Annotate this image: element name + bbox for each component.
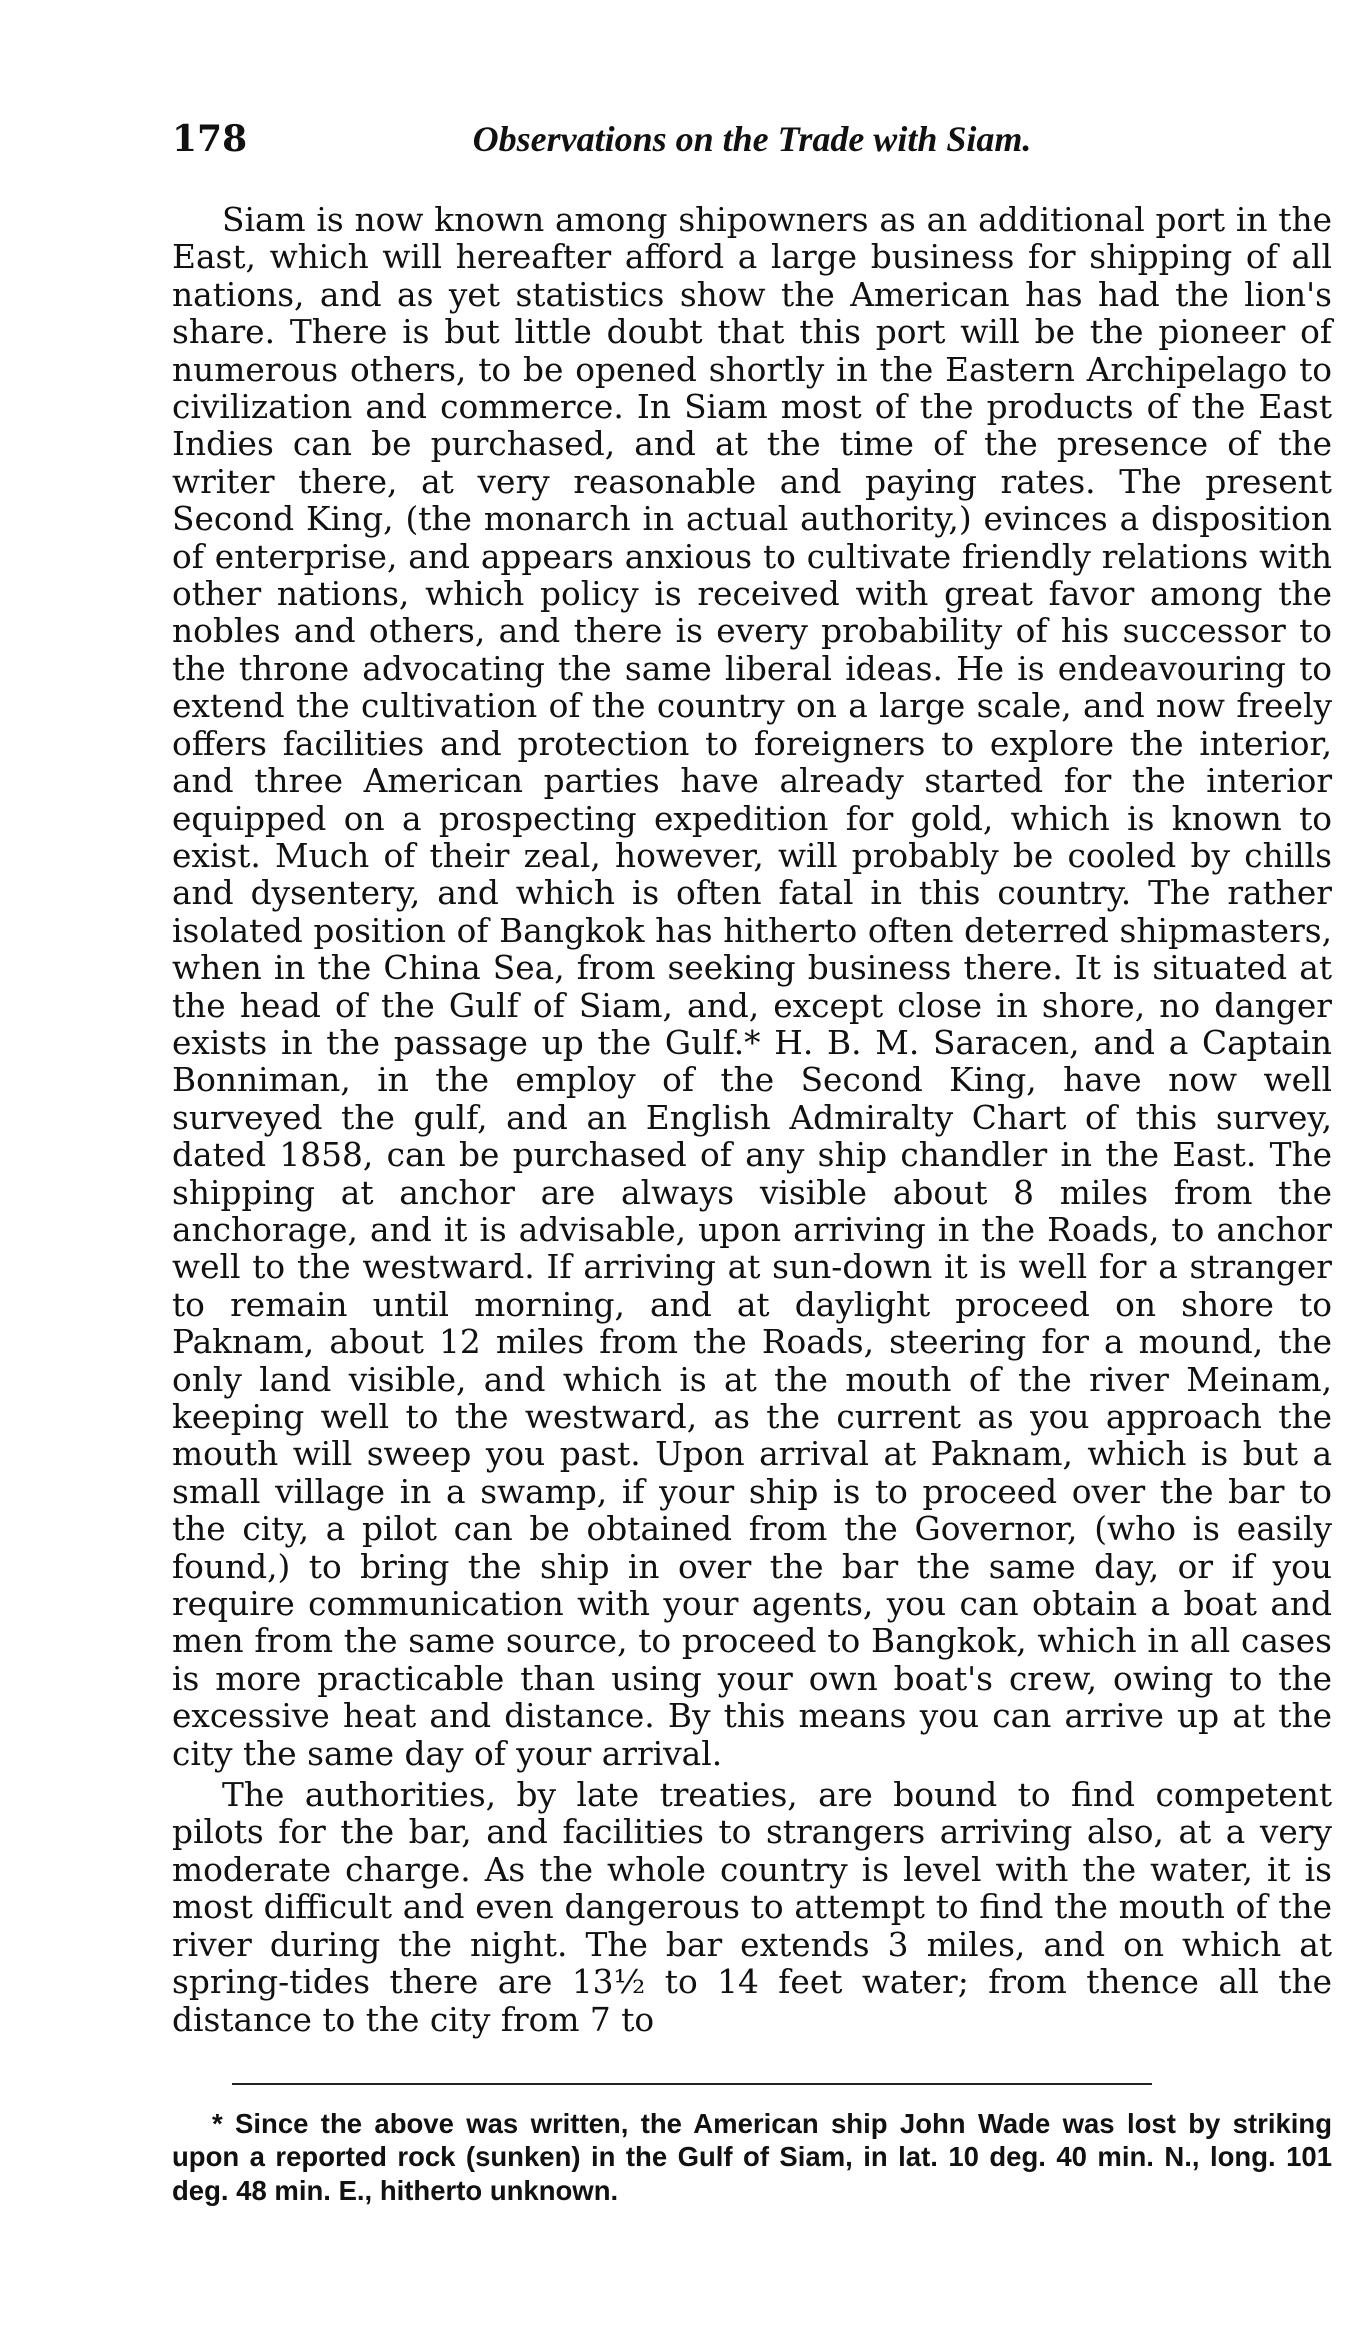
book-page: [172, 118, 1332, 2235]
page-header: [172, 118, 1332, 178]
paragraph: The authorities, by late treaties, are bound to find competent pilots for the bar, and facilities to strangers arriving also, at a very moderate charge. As the whole country is level with the water, it is most difficult and even dangerous to attempt to find the mouth of the river during the night. The bar extends 3 miles, and on which at spring-tides there are 13½ to 14 feet water; from thence all the distance to the city from 7 to: [172, 1776, 1332, 2039]
paragraph: Siam is now known among shipowners as an additional port in the East, which will hereafter afford a large business for shipping of all nations, and as yet statistics show the American has had the lion's share. There is but little doubt that this port will be the pioneer of numerous others, to be opened shortly in the Eastern Archipelago to civilization and commerce. In Siam most of the products of the East Indies can be purchased, and at the time of the presence of the writer there, at very reasonable and paying rates. The present Second King, (the monarch in actual authority,) evinces a disposition of enterprise, and appears anxious to cultivate friendly relations with other nations, which policy is received with great favor among the nobles and others, and there is every probability of his successor to the throne advocating the same liberal ideas. He is endeavouring to extend the cultivation of the country on a large scale, and now freely offers facilities and protection to foreigners to explore the interior, and three American parties have already started for the interior equipped on a prospecting expedition for gold, which is known to exist. Much of their zeal, however, will probably be cooled by chills and dysentery, and which is often fatal in this country. The rather isolated position of Bangkok has hitherto often deterred shipmasters, when in the China Sea, from seeking business there. It is situated at the head of the Gulf of Siam, and, except close in shore, no danger exists in the passage up the Gulf.* H. B. M. Saracen, and a Captain Bonniman, in the employ of the Second King, have now well surveyed the gulf, and an English Admiralty Chart of this survey, dated 1858, can be purchased of any ship chandler in the East. The shipping at anchor are always visible about 8 miles from the anchorage, and it is advisable, upon arriving in the Roads, to anchor well to the westward. If arriving at sun-down it is well for a stranger to remain until morning, and at daylight proceed on shore to Paknam, about 12 miles from the Roads, steering for a mound, the only land visible, and which is at the mouth of the river Meinam, keeping well to the westward, as the current as you approach the mouth will sweep you past. Upon arrival at Paknam, which is but a small village in a swamp, if your ship is to proceed over the bar to the city, a pilot can be obtained from the Governor, (who is easily found,) to bring the ship in over the bar the same day, or if you require communication with your agents, you can obtain a boat and men from the same source, to proceed to Bangkok, which in all cases is more practicable than using your own boat's crew, owing to the excessive heat and distance. By this means you can arrive up at the city the same day of your arrival.: [172, 201, 1332, 1773]
page-number: 178: [172, 118, 248, 160]
footnote-divider: [232, 2083, 1152, 2085]
running-title: Observations on the Trade with Siam.: [472, 119, 1032, 159]
footnote: * Since the above was written, the American ship John Wade was lost by striking upon a reported rock (sunken) in the Gulf of Siam, in lat. 10 deg. 40 min. N., long. 101 deg. 48 min. E., hitherto unknown.: [172, 2107, 1332, 2206]
body-text: [172, 202, 1332, 2039]
